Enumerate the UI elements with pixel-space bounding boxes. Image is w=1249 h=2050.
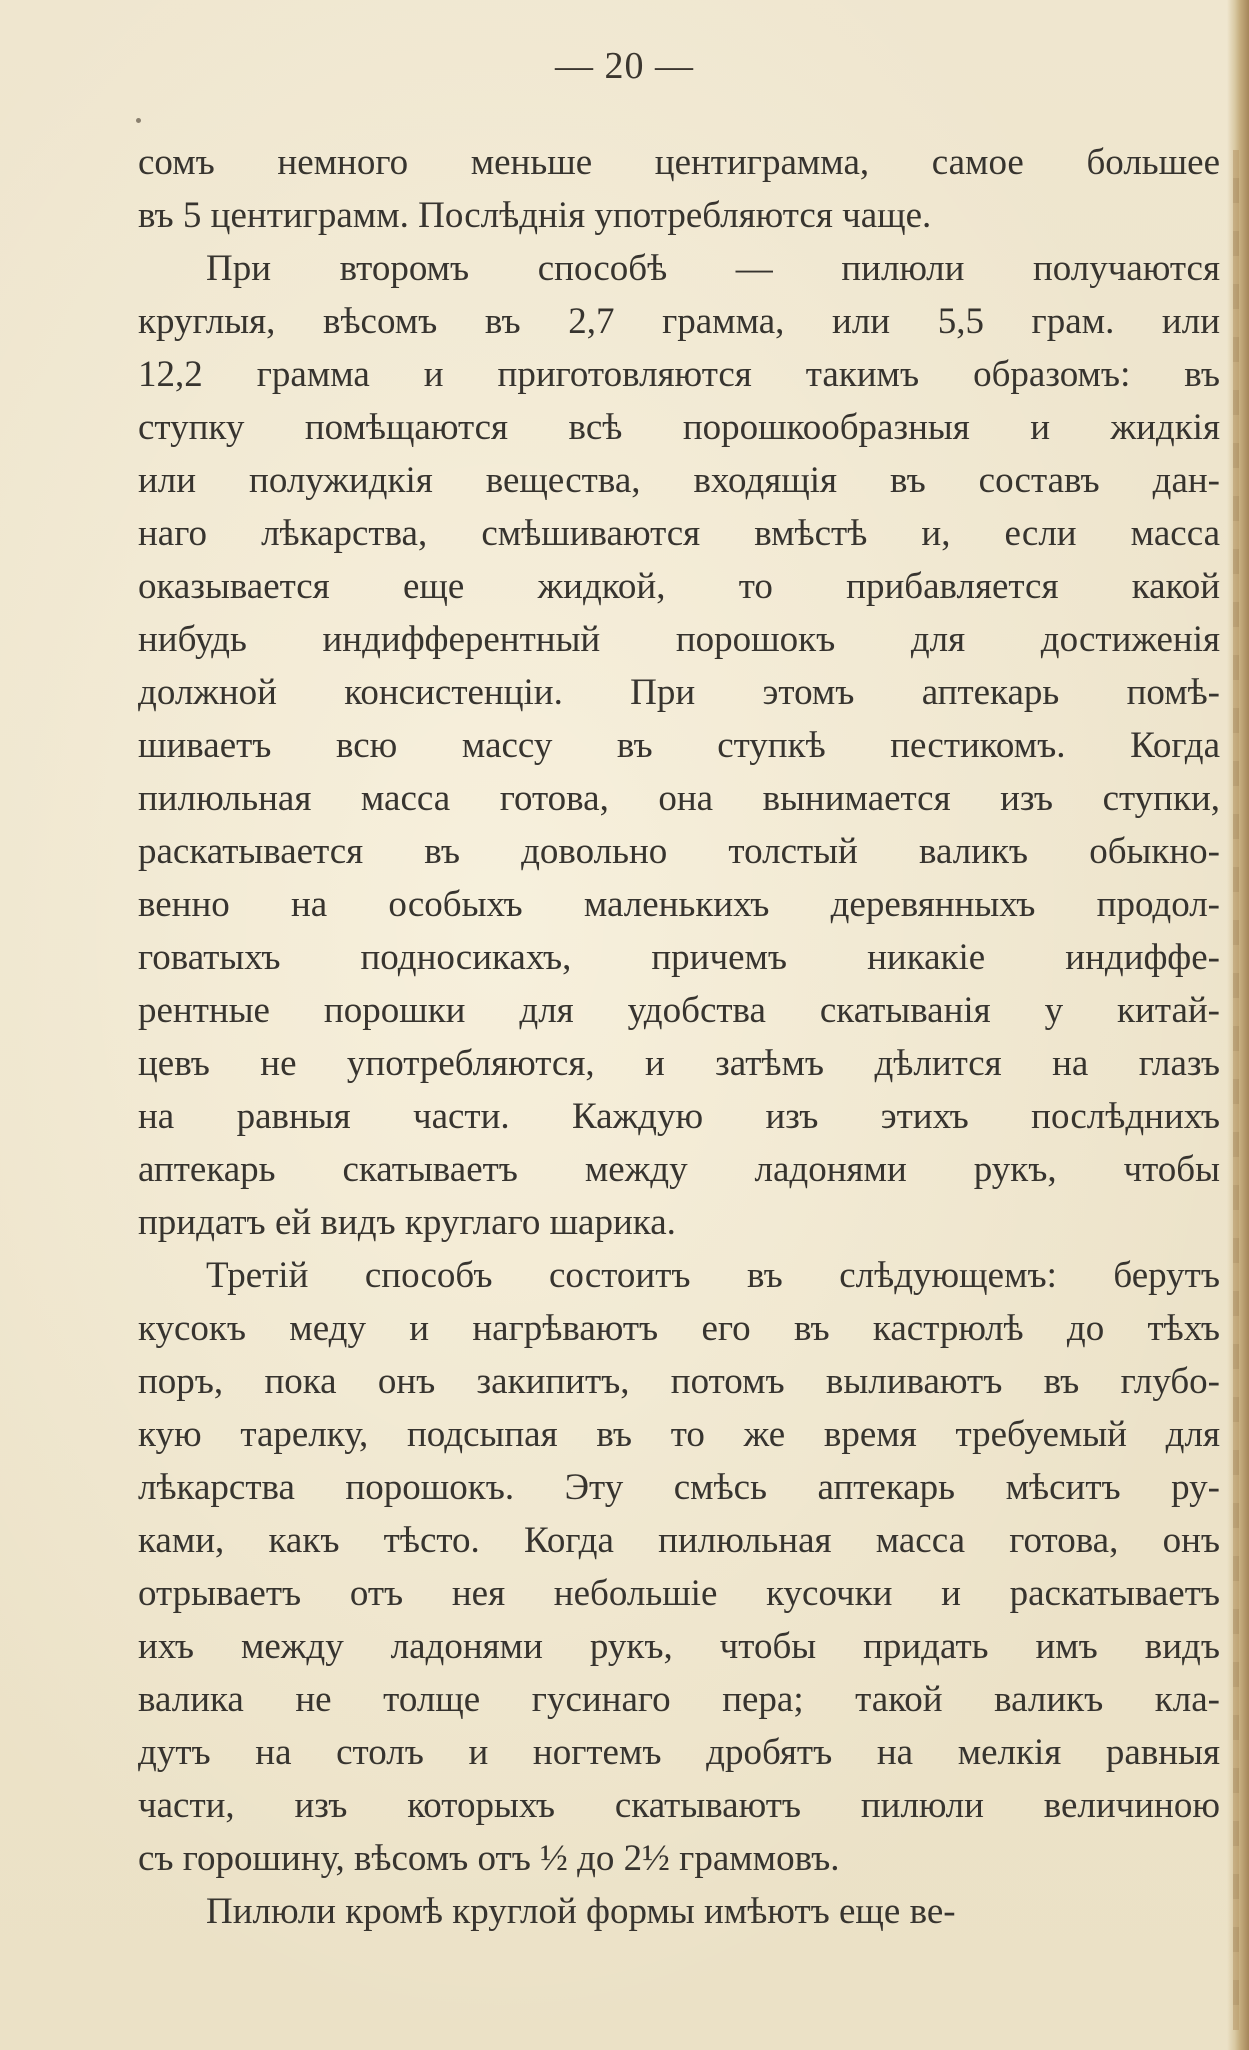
paragraph bbox=[138, 136, 1220, 242]
text-line: придатъ ей видъ круглаго шарика. bbox=[138, 1202, 676, 1243]
paper-speck bbox=[136, 118, 141, 123]
text-line: дутъ на столъ и ногтемъ дробятъ на мелкія равныя bbox=[138, 1732, 1220, 1773]
text-line: лѣкарства порошокъ. Эту смѣсь аптекарь мѣситъ ру- bbox=[138, 1467, 1220, 1508]
text-line: венно на особыхъ маленькихъ деревянныхъ продол- bbox=[138, 884, 1220, 925]
text-line: шиваетъ всю массу въ ступкѣ пестикомъ. Когда bbox=[138, 725, 1220, 766]
text-line: цевъ не употребляются, и затѣмъ дѣлится на глазъ bbox=[138, 1043, 1220, 1084]
text-line: нибудь индифферентный порошокъ для достиженія bbox=[138, 619, 1220, 660]
paragraph bbox=[138, 1249, 1220, 1885]
page-text-body bbox=[138, 136, 1220, 1938]
text-line: говатыхъ подносикахъ, причемъ никакіе индиффе- bbox=[138, 937, 1220, 978]
text-line: круглыя, вѣсомъ въ 2,7 грамма, или 5,5 грам. или bbox=[138, 301, 1220, 342]
text-line: рентные порошки для удобства скатыванія у китай- bbox=[138, 990, 1220, 1031]
text-line: кусокъ меду и нагрѣваютъ его въ кастрюлѣ до тѣхъ bbox=[138, 1308, 1220, 1349]
text-line: ступку помѣщаются всѣ порошкообразныя и жидкія bbox=[138, 407, 1220, 448]
text-line: оказывается еще жидкой, то прибавляется какой bbox=[138, 566, 1220, 607]
text-line: Третій способъ состоитъ въ слѣдующемъ: берутъ bbox=[206, 1255, 1220, 1296]
text-line: съ горошину, вѣсомъ отъ ½ до 2½ граммовъ. bbox=[138, 1838, 840, 1879]
text-line: При второмъ способѣ — пилюли получаются bbox=[206, 248, 1220, 289]
text-line: должной консистенціи. При этомъ аптекарь помѣ- bbox=[138, 672, 1220, 713]
text-line: валика не толще гусинаго пера; такой валикъ кла- bbox=[138, 1679, 1220, 1720]
paragraph bbox=[138, 242, 1220, 1249]
text-line: поръ, пока онъ закипитъ, потомъ выливаютъ въ глубо- bbox=[138, 1361, 1220, 1402]
text-line: ками, какъ тѣсто. Когда пилюльная масса готова, онъ bbox=[138, 1520, 1220, 1561]
text-line: части, изъ которыхъ скатываютъ пилюли величиною bbox=[138, 1785, 1220, 1826]
text-line: раскатывается въ довольно толстый валикъ обыкно- bbox=[138, 831, 1220, 872]
page-edge-texture bbox=[1233, 150, 1239, 2030]
text-line: ихъ между ладонями рукъ, чтобы придать имъ видъ bbox=[138, 1626, 1220, 1667]
paragraph bbox=[138, 1885, 1220, 1938]
text-line: на равныя части. Каждую изъ этихъ послѣднихъ bbox=[138, 1096, 1220, 1137]
text-line: пилюльная масса готова, она вынимается изъ ступки, bbox=[138, 778, 1220, 819]
text-line: въ 5 центиграмм. Послѣднія употребляются чаще. bbox=[138, 195, 932, 236]
text-line: отрываетъ отъ нея небольшіе кусочки и раскатываетъ bbox=[138, 1573, 1220, 1614]
text-line: наго лѣкарства, смѣшиваются вмѣстѣ и, если масса bbox=[138, 513, 1220, 554]
page-number: — 20 — bbox=[555, 45, 694, 87]
text-line: или полужидкія вещества, входящія въ составъ дан- bbox=[138, 460, 1220, 501]
text-line: сомъ немного меньше центиграмма, самое большее bbox=[138, 142, 1220, 183]
text-line: кую тарелку, подсыпая въ то же время требуемый для bbox=[138, 1414, 1220, 1455]
text-line: 12,2 грамма и приготовляются такимъ образомъ: въ bbox=[138, 354, 1220, 395]
text-line: Пилюли кромѣ круглой формы имѣютъ еще ве- bbox=[206, 1891, 956, 1932]
text-line: аптекарь скатываетъ между ладонями рукъ, чтобы bbox=[138, 1149, 1220, 1190]
